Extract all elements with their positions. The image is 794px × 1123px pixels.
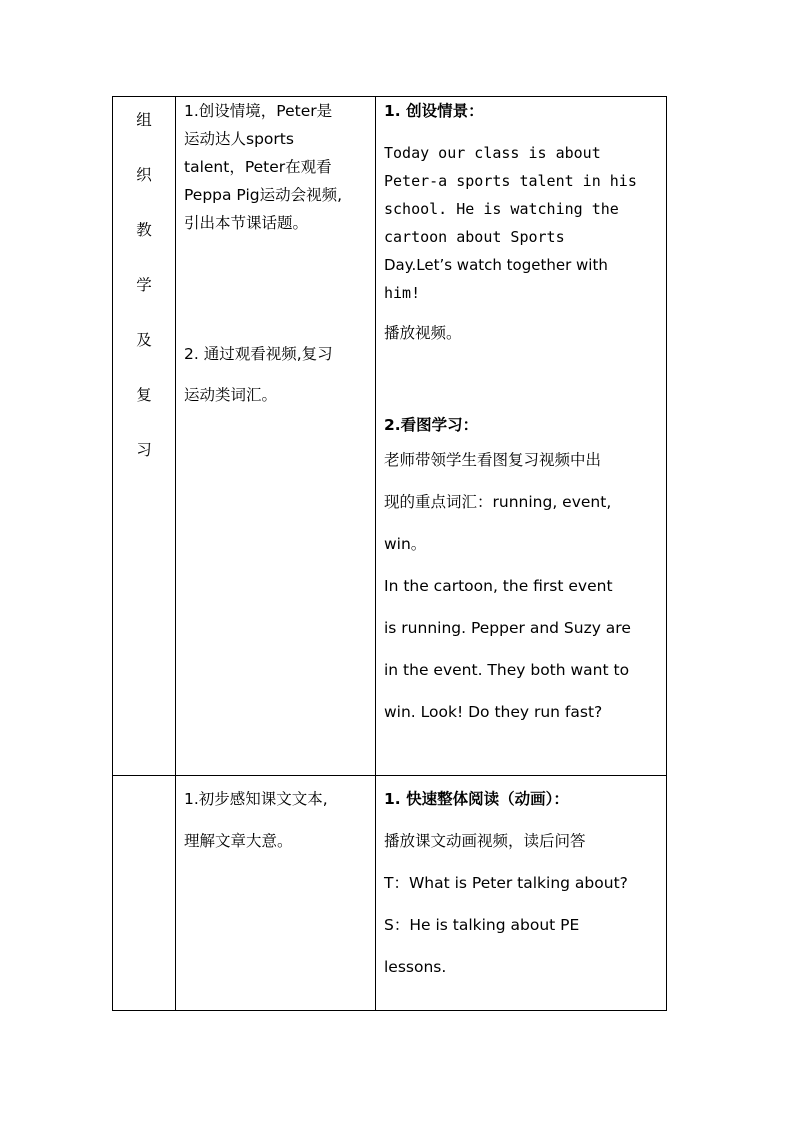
process-part-2 bbox=[376, 411, 666, 733]
stage-char: 组 bbox=[136, 111, 152, 129]
text-line: him! bbox=[384, 284, 421, 302]
stage-char: 复 bbox=[136, 386, 152, 404]
text-line: 1.初步感知课文文本, bbox=[184, 790, 328, 808]
text-line: is running. Pepper and Suzy are bbox=[384, 619, 631, 637]
text-line: win。 bbox=[384, 535, 427, 553]
stage-char: 织 bbox=[136, 166, 152, 184]
text-line: In the cartoon, the first event bbox=[384, 577, 613, 595]
stage-label bbox=[113, 97, 175, 494]
text-line: 播放视频。 bbox=[384, 324, 462, 342]
text-line: Day.Let’s watch together with bbox=[384, 256, 608, 274]
stage-char: 学 bbox=[136, 276, 152, 294]
text-line: 老师带领学生看图复习视频中出 bbox=[384, 451, 602, 469]
activity-1 bbox=[176, 776, 375, 862]
stage-char: 及 bbox=[136, 331, 152, 349]
process-cell bbox=[376, 776, 667, 1011]
table-row bbox=[113, 97, 667, 776]
text-line: T：What is Peter talking about? bbox=[384, 874, 628, 892]
section-heading: 1. 创设情景： bbox=[384, 102, 484, 120]
text-line: in the event. They both want to bbox=[384, 661, 630, 679]
text-line: school. He is watching the bbox=[384, 200, 619, 218]
stage-label-cell bbox=[113, 776, 176, 1011]
text-line: Peter-a sports talent in his bbox=[384, 172, 637, 190]
process-cell bbox=[376, 97, 667, 776]
text-line: Today our class is about bbox=[384, 144, 601, 162]
text-line: 播放课文动画视频，读后问答 bbox=[384, 832, 586, 850]
text-line: 运动类词汇。 bbox=[184, 386, 278, 404]
process-part-1 bbox=[376, 776, 666, 988]
stage-char: 教 bbox=[136, 221, 152, 239]
text-line: S：He is talking about PE bbox=[384, 916, 580, 934]
text-line: 运动达人sports bbox=[184, 130, 294, 148]
text-line: talent，Peter在观看 bbox=[184, 158, 332, 176]
activity-cell bbox=[176, 776, 376, 1011]
text-line: 引出本节课话题。 bbox=[184, 214, 309, 232]
text-line: win. Look! Do they run fast? bbox=[384, 703, 603, 721]
activity-2 bbox=[176, 334, 375, 416]
section-heading: 2.看图学习： bbox=[384, 416, 479, 434]
text-line: 1.创设情境，Peter是 bbox=[184, 102, 333, 120]
text-line: 2. 通过观看视频,复习 bbox=[184, 345, 333, 363]
text-line: 现的重点词汇：running, event, bbox=[384, 493, 612, 511]
text-line: lessons. bbox=[384, 958, 447, 976]
stage-label-cell bbox=[113, 97, 176, 776]
text-line: cartoon about Sports bbox=[384, 228, 565, 246]
text-line: Peppa Pig运动会视频, bbox=[184, 186, 343, 204]
activity-cell bbox=[176, 97, 376, 776]
lesson-plan-table bbox=[112, 96, 667, 1011]
text-line: 理解文章大意。 bbox=[184, 832, 293, 850]
activity-1 bbox=[176, 97, 375, 237]
process-part-1 bbox=[376, 97, 666, 347]
table-row bbox=[113, 776, 667, 1011]
section-heading: 1. 快速整体阅读（动画）： bbox=[384, 790, 569, 808]
stage-char: 习 bbox=[136, 441, 152, 459]
